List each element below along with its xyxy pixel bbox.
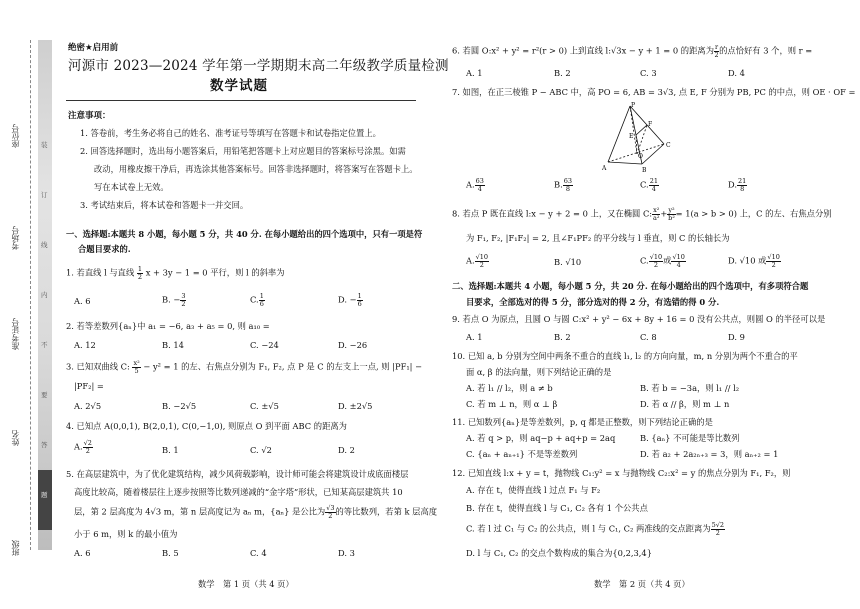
pyramid-figure xyxy=(600,102,680,172)
option-a: A. $\frac{√10}{2}$ xyxy=(466,253,489,269)
option-b: B. − $\frac{3}{2}$ xyxy=(162,292,186,308)
option-d: D. 3 xyxy=(338,548,355,558)
question-1-stem: 1. 若直线 l 与直线 xyxy=(66,267,135,278)
notice-item-3: 3. 考试结束后，将本试卷和答题卡一并交回。 xyxy=(80,200,249,210)
option-a: A. 1 xyxy=(466,332,483,342)
binding-bar-dark xyxy=(38,470,52,530)
option-a: A. 若 q > p，则 aq−p + aq+p = 2aq xyxy=(466,433,616,443)
question-2-stem: 2. 若等差数列{aₙ}中 a₁ = −6, a₃ + a₅ = 0, 则 a₁₀ = xyxy=(66,321,270,331)
fraction: $\frac{\text{x²}}{5}$ xyxy=(133,359,140,375)
seat-label: 座位号 xyxy=(11,124,20,148)
option-c: C. 8 xyxy=(640,332,657,342)
question-3-line-2: |PF₂| = xyxy=(74,381,104,391)
page-footer-right: 数学 第 2 页（共 4 页） xyxy=(594,579,690,589)
option-a: A. 若 l₁ // l₂，则 a ≠ b xyxy=(466,383,553,393)
option-d: D. 2 xyxy=(338,445,355,455)
option-b: B. √10 xyxy=(554,257,582,267)
section-1-heading: 一、选择题:本题共 8 小题，每小题 5 分，共 40 分. 在每小题给出的四个选项中，只有一项是符 xyxy=(66,229,423,239)
notice-title: 注意事项： xyxy=(68,111,111,121)
option-b: B. 1 xyxy=(162,445,179,455)
section-1-heading-cont: 合题目要求的. xyxy=(78,244,131,254)
class-label: 班级 xyxy=(11,540,20,556)
option-d: D. √10 或 $\frac{√10}{2}$ xyxy=(728,253,780,269)
name-label: 姓名 xyxy=(11,430,20,446)
question-1-stem-post: x + 3y − 1 = 0 平行，则 l 的斜率为 xyxy=(145,267,285,278)
option-a: A. 1 xyxy=(466,68,483,78)
exam-title: 河源市 2023—2024 学年第一学期期末高二年级教学质量检测 xyxy=(68,58,449,74)
label-p: P xyxy=(631,102,636,109)
notice-item-1: 1. 答卷前，考生务必将自己的姓名、准考证号等填写在答题卡和试卷指定位置上。 xyxy=(80,128,381,138)
question-3-stem-post: − y² = 1 的左、右焦点分别为 F₁, F₂, 点 P 是 C 的左支上一点, 则 |PF₁| − xyxy=(143,361,423,372)
option-b: B. 2 xyxy=(554,332,571,342)
label-f: F xyxy=(648,121,653,128)
option-c: C. $\frac{√10}{2}$ 或 $\frac{√10}{4}$ xyxy=(640,253,685,269)
option-c: C. −24 xyxy=(250,340,279,350)
question-5-line-3: 层，第 2 层高度为 4√3 m，第 n 层高度记为 aₙ m，{aₙ} 是公比为 $\frac{√3}{2}$ 的等比数列，若第 k 层高度 xyxy=(74,504,438,520)
option-c: C. 4 xyxy=(250,548,267,558)
label-a: A xyxy=(602,165,607,172)
option-d: D. 9 xyxy=(728,332,745,342)
binding-mark: 装 xyxy=(41,141,48,149)
option-d: D. ±2√5 xyxy=(338,401,373,411)
binding-dashed-line xyxy=(30,40,31,550)
option-d: D. − $\frac{1}{6}$ xyxy=(338,292,362,308)
binding-mark: 题 xyxy=(41,491,48,499)
label-o: O xyxy=(638,153,643,160)
question-12-stem: 12. 已知直线 l:x + y = t，抛物线 C₁:y² = x 与抛物线 C₂:x² = y 的焦点分别为 F₁, F₂，则 xyxy=(452,468,791,478)
question-9-stem: 9. 若点 O 为原点，且圆 O 与圆 C:x² + y² − 6x + 8y + 16 = 0 没有公共点，则圆 O 的半径可以是 xyxy=(452,314,826,324)
question-5-line-4: 小于 6 m，则 k 的最小值为 xyxy=(74,529,178,539)
option-a: A. 6 xyxy=(74,296,91,306)
option-d: D. 若 α // β，则 m ⊥ n xyxy=(640,399,730,409)
header-rule xyxy=(66,100,416,101)
option-c: C. 3 xyxy=(640,68,657,78)
option-a: A. 2√5 xyxy=(74,401,102,411)
subject-title: 数学试题 xyxy=(210,78,268,94)
question-10-line-2: 面 α, β 的法向量，则下列结论正确的是 xyxy=(466,367,612,377)
binding-strip xyxy=(0,0,62,609)
question-4-stem: 4. 已知点 A(0,0,1), B(2,0,1), C(0,−1,0), 则原点 O 到平面 ABC 的距离为 xyxy=(66,421,347,431)
option-a: A. 12 xyxy=(74,340,96,350)
binding-mark: 不 xyxy=(41,341,48,349)
option-c: C. 若 m ⊥ n，则 α ⊥ β xyxy=(466,399,558,409)
question-1 xyxy=(66,266,285,280)
option-b: B. 存在 t，使得直线 l 与 C₁, C₂ 各有 1 个公共点 xyxy=(466,503,648,513)
question-6: 6. 若圆 O:x² + y² = r²(r > 0) 上到直线 l:√3x − y + 1 = 0 的距离为 $\frac{r}{2}$ 的点恰好有 3 个，则 r = xyxy=(452,43,813,59)
option-b: B. 若 b = −3a，则 l₁ // l₂ xyxy=(640,383,740,393)
option-b: B. 2 xyxy=(554,68,571,78)
option-c: C. $\frac{21}{4}$ xyxy=(640,177,658,193)
section-2-heading: 二、选择题:本题共 4 小题，每小题 5 分，共 20 分. 在每小题给出的四个选项中，有多项符合题 xyxy=(452,281,809,291)
label-c: C xyxy=(666,142,671,149)
question-8-line-2: 为 F₁, F₂, |F₁F₂| = 2, 且∠F₁PF₂ 的平分线与 l 垂直，则 C 的长轴长为 xyxy=(466,233,730,243)
option-a: A. 存在 t，使得直线 l 过点 F₁ 与 F₂ xyxy=(466,485,601,495)
section-2-heading-cont: 目要求，全部选对的得 5 分，部分选对的得 2 分，有选错的得 0 分. xyxy=(466,297,720,307)
option-d: D. 4 xyxy=(728,68,745,78)
option-c: C. {aₙ + aₙ₊₁} 不是等差数列 xyxy=(466,449,578,459)
binding-mark: 要 xyxy=(41,391,48,399)
option-b: B. {aₙ} 不可能是等比数列 xyxy=(640,433,740,443)
notice-item-2-cont: 写在本试卷上无效。 xyxy=(94,182,169,192)
question-3 xyxy=(66,360,422,374)
notice-item-2-cont: 改动，用橡皮擦干净后，再选涂其他答案标号。回答非选择题时，将答案写在答题卡上。 xyxy=(94,164,418,174)
label-e: E xyxy=(629,133,634,140)
option-d: D. −26 xyxy=(338,340,368,350)
question-11-stem: 11. 已知数列{aₙ}是等差数列，p, q 都是正整数，则下列结论正确的是 xyxy=(452,417,713,427)
confidential-mark: 绝密★启用前 xyxy=(68,43,119,53)
option-b: B. $\frac{63}{8}$ xyxy=(554,177,573,193)
ticket-number-label: 准考证号 xyxy=(11,318,20,350)
option-c: C. $\frac{1}{6}$ xyxy=(250,292,264,308)
option-b: B. 14 xyxy=(162,340,184,350)
option-b: B. 5 xyxy=(162,548,179,558)
page-footer-left: 数学 第 1 页（共 4 页） xyxy=(198,579,294,589)
label-b: B xyxy=(642,167,647,172)
option-d: D. l 与 C₁, C₂ 的交点个数构成的集合为{0,2,3,4} xyxy=(466,548,652,558)
option-a: A. $\frac{63}{4}$ xyxy=(466,177,484,193)
notice-item-2: 2. 回答选择题时，选出每小题答案后，用铅笔把答题卡上对应题目的答案标号涂黑。如需 xyxy=(80,146,406,156)
question-5-line-1: 5. 在高层建筑中，为了优化建筑结构，减少风荷载影响，设计师可能会将建筑设计成底面楼层 xyxy=(66,469,409,479)
question-3-stem: 3. 已知双曲线 C: xyxy=(66,361,130,372)
question-8: 8. 若点 P 既在直线 l:x − y + 2 = 0 上，又在椭圆 C: $\frac{\text{x²}}{\text{a²}}$ + $\frac{\text{y²}}{\text{b²}}$ = 1(a > b > 0) 上，C 的左、右焦点分别 xyxy=(452,206,832,222)
binding-mark: 订 xyxy=(41,191,48,199)
binding-mark: 线 xyxy=(41,241,48,249)
fraction: $\frac{1}{2}$ xyxy=(137,265,143,281)
option-c: C. √2 xyxy=(250,445,272,455)
option-c: C. 若 l 过 C₁ 与 C₂ 的公共点，则 l 与 C₁, C₂ 两准线的交点距离为 $\frac{5√2}{2}$ xyxy=(466,521,725,537)
option-d: D. 若 a₂ + 2a₂ₙ₊₃ = 3，则 aₙ₊₂ = 1 xyxy=(640,449,779,459)
exam-room-label: 考场号 xyxy=(11,226,20,250)
binding-mark: 答 xyxy=(41,441,48,449)
option-a: A. $\frac{√2}{2}$ xyxy=(74,439,92,455)
option-b: B. −2√5 xyxy=(162,401,197,411)
question-5-line-2: 高度比较高，随着楼层往上逐步按照等比数列递减的“金字塔”形状，已知某高层建筑共 10 xyxy=(74,487,403,497)
option-a: A. 6 xyxy=(74,548,91,558)
option-d: D. $\frac{21}{8}$ xyxy=(728,177,747,193)
option-c: C. ±√5 xyxy=(250,401,279,411)
question-10-line-1: 10. 已知 a, b 分别为空间中两条不重合的直线 l₁, l₂ 的方向向量，m, n 分别为两个不重合的平 xyxy=(452,351,798,361)
question-7-stem: 7. 如图，在正三棱锥 P − ABC 中，高 PO = 6, AB = 3√3, 点 E, F 分别为 PB, PC 的中点，则 OE · OF = xyxy=(452,87,856,97)
binding-mark: 内 xyxy=(41,291,48,299)
